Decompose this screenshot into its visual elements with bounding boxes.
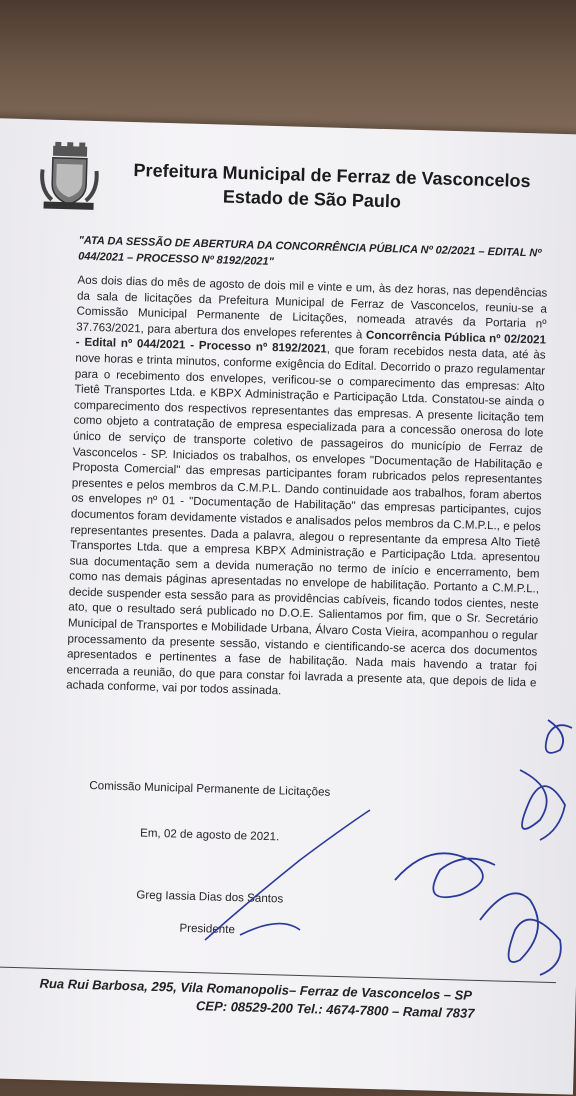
closing-date: Em, 02 de agosto de 2021. [139, 826, 280, 844]
municipal-coat-of-arms-icon [37, 139, 101, 213]
footer-address: Rua Rui Barbosa, 295, Vila Romanopolis– Ferraz de Vasconcelos – SP [39, 975, 473, 1003]
body-paragraph-rest: , que foram recebidos nesta data, até às nove horas e trinta minutos, conforme exigência do Edital. Decorrido o prazo regulamentar para o recebimento dos envelopes, verificou-se o comparecimento das empresas: Alto Tietê Transportes Ltda. e KBPX Administração e Participação Ltda. Constatou-se ainda o comparecimento dos respectivos representantes das empresas. A presente licitação tem como objeto a contratação de empresa especializada para a concessão onerosa do lote único de serviço de transporte coletivo de passageiros do município de Ferraz de Vasconcelos - SP. Iniciados os trabalhos, os envelopes "Documentação de Habilitação e Proposta Comercial" das empresas participantes foram rubricados pelos representantes presentes e pelos membros da C.M.P.L. Dando continuidade aos trabalhos, foram abertos os envelopes nº 01 - "Documentação de Habilitação" das empresas participantes, cujos documentos foram devidamente vistados e analisados pelos membros da C.M.P.L., e pelos representantes presentes. Dada a palavra, alegou o representante da empresa Alto Tietê Transportes Ltda. que a empresa KBPX Administração e Participação Ltda. apresentou sua documentação sem a devida numeração no termo de início e encerramento, bem como nas demais páginas apresentadas no envelope de habilitação. Portanto a C.M.P.L., decide suspender esta sessão para as providências cabíveis, ficando todos cientes, neste ato, que o resultado será publicado no D.O.E. Salientamos por fim, que o Sr. Secretário Municipal de Transportes e Mobilidade Urbana, Álvaro Costa Vieira, acompanhou o regular processamento da presente sessão, vistando e cientificando-se acerca dos documentos apresentados e pertinentes a fase de habilitação. Nada mais havendo a tratar foi encerrada a reunião, do que para constar foi lavrada a presente ata, que depois de lida e achada conforme, vai por todos assinada. [66, 342, 546, 698]
commission-name: Comissão Municipal Permanente de Licitações [89, 779, 331, 799]
header-subtitle: Estado de São Paulo [222, 186, 402, 212]
body-bold-reference: Concorrência Pública nº 02/2021 - Edital nº 044/2021 - Processo nº 8192/2021 [75, 328, 547, 356]
body-paragraph-start: Aos dois dias do mês de agosto de dois mil e vinte e um, às dez horas, nas dependências da sala de licitações da Prefeitura Municipal de Ferraz de Vasconcelos, reuniu-se a Comissão Municipal Permanente de Licitações, nomeada através da Portaria nº 37.763/2021, para abertura dos envelopes referentes à [76, 273, 548, 342]
ata-title: "ATA DA SESSÃO DE ABERTURA DA CONCORRÊNCIA PÚBLICA Nº 02/2021 – EDITAL Nº 044/2021 – PROCESSO Nº 8192/2021" [77, 234, 542, 268]
footer-contact: CEP: 08529-200 Tel.: 4674-7800 – Ramal 7837 [195, 998, 475, 1021]
signer-role: Presidente [179, 921, 236, 937]
header-title: Prefeitura Municipal de Ferraz de Vasconcelos [133, 160, 531, 192]
document-sheet [0, 118, 576, 1095]
signer-name: Greg Iassia Dias dos Santos [136, 888, 284, 906]
ata-body [66, 273, 548, 707]
